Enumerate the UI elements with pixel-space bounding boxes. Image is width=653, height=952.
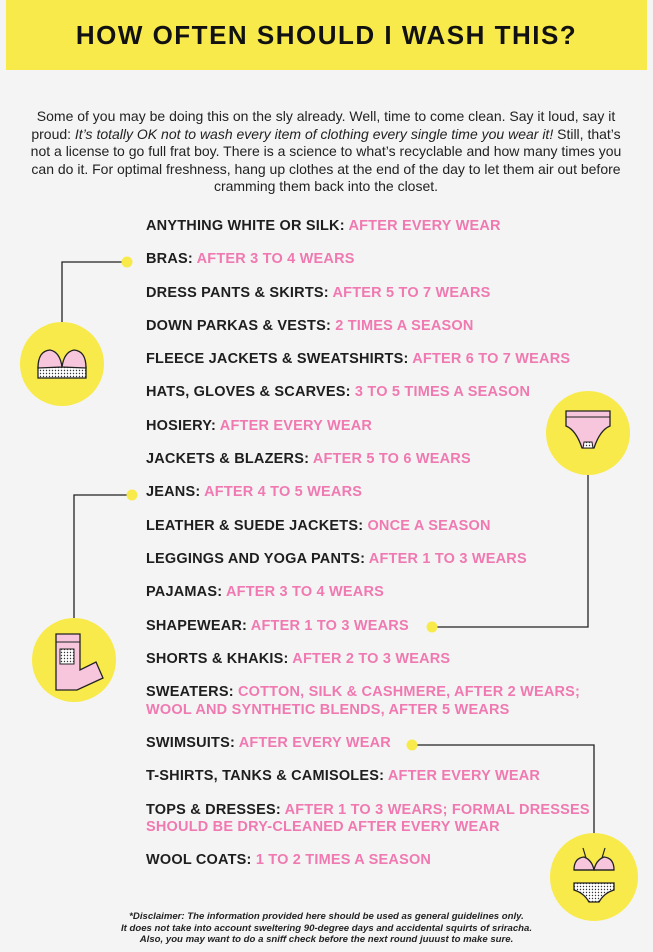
- item-value: AFTER 1 TO 3 WEARS: [250, 617, 409, 634]
- item-label: LEGGINGS AND YOGA PANTS:: [146, 550, 366, 567]
- item-label: SWEATERS:: [146, 684, 234, 701]
- item-value: AFTER 3 TO 4 WEARS: [196, 251, 355, 268]
- item-value: AFTER EVERY WEAR: [238, 734, 391, 751]
- item-label: T-SHIRTS, TANKS & CAMISOLES:: [146, 768, 385, 785]
- item-label: WOOL COATS:: [146, 852, 252, 869]
- item-label: DRESS PANTS & SKIRTS:: [146, 284, 329, 301]
- item-value: AFTER EVERY WEAR: [219, 417, 373, 434]
- item-value: AFTER 1 TO 3 WEARS; FORMAL DRESSES SHOULD BE DRY-CLEANED AFTER EVERY WEAR: [146, 801, 590, 836]
- item-value: AFTER 3 TO 4 WEARS: [225, 584, 384, 601]
- item-label: BRAS:: [146, 251, 193, 268]
- item-label: LEATHER & SUEDE JACKETS:: [146, 517, 364, 534]
- item-label: HOSIERY:: [146, 417, 217, 434]
- item-value: AFTER 5 TO 6 WEARS: [312, 451, 471, 468]
- item-label: DOWN PARKAS & VESTS:: [146, 317, 331, 334]
- item-label: ANYTHING WHITE OR SILK:: [146, 218, 345, 234]
- item-label: SWIMSUITS:: [146, 734, 235, 751]
- item-value: AFTER EVERY WEAR: [387, 768, 541, 785]
- item-label: JACKETS & BLAZERS:: [146, 451, 310, 468]
- intro-text-1: Some of you may be doing this on the sly already. Well, time to come clean. Say it loud, say it proud:: [31, 108, 616, 142]
- item-value: AFTER 5 TO 7 WEARS: [332, 284, 491, 301]
- item-label: PAJAMAS:: [146, 584, 223, 601]
- disclaimer: [40, 911, 613, 946]
- item-value: AFTER EVERY WEAR: [348, 218, 501, 234]
- disclaimer-line: It does not take into account sweltering 90-degree days and accidental squirts of sriracha.: [120, 922, 533, 934]
- item-label: TOPS & DRESSES:: [146, 801, 281, 818]
- item-value: AFTER 6 TO 7 WEARS: [412, 351, 571, 368]
- disclaimer-line: Also, you may want to do a sniff check before the next round juuust to make sure.: [139, 934, 514, 945]
- connector-lines: [62, 262, 594, 835]
- intro-italic: It’s totally OK not to wash every item of clothing every single time you wear it!: [74, 125, 554, 142]
- item-label: FLEECE JACKETS & SWEATSHIRTS:: [146, 351, 409, 368]
- item-value: AFTER 2 TO 3 WEARS: [292, 650, 451, 667]
- item-value: 3 TO 5 TIMES A SEASON: [354, 384, 531, 401]
- page-title: HOW OFTEN SHOULD I WASH THIS?: [75, 19, 578, 50]
- panties-icon: [546, 391, 630, 475]
- item-value: 1 TO 2 TIMES A SEASON: [255, 852, 432, 869]
- item-value: 2 TIMES A SEASON: [335, 317, 474, 334]
- bikini-icon: [550, 833, 638, 921]
- connector-dots: [122, 257, 438, 751]
- disclaimer-line: *Disclaimer: The information provided here should be used as general guidelines only.: [129, 911, 524, 922]
- item-value: COTTON, SILK & CASHMERE, AFTER 2 WEARS; WOOL AND SYNTHETIC BLENDS, AFTER 5 WEARS: [146, 684, 581, 718]
- item-label: SHORTS & KHAKIS:: [146, 650, 289, 667]
- item-label: JEANS:: [146, 484, 201, 501]
- intro-text-2: Still, that’s not a license to go full frat boy. There is a science to what’s recyclable and how many times you can do it. For optimal freshness, hang up clothes at the end of the day to let them air out before cramming them back into the closet.: [30, 125, 622, 194]
- item-value: AFTER 4 TO 5 WEARS: [204, 484, 363, 501]
- item-value: ONCE A SEASON: [367, 517, 491, 534]
- item-label: HATS, GLOVES & SCARVES:: [146, 384, 351, 401]
- item-value: AFTER 1 TO 3 WEARS: [368, 550, 527, 567]
- bra-icon: [20, 322, 104, 406]
- jeans-icon: [32, 618, 116, 702]
- item-label: SHAPEWEAR:: [146, 617, 248, 634]
